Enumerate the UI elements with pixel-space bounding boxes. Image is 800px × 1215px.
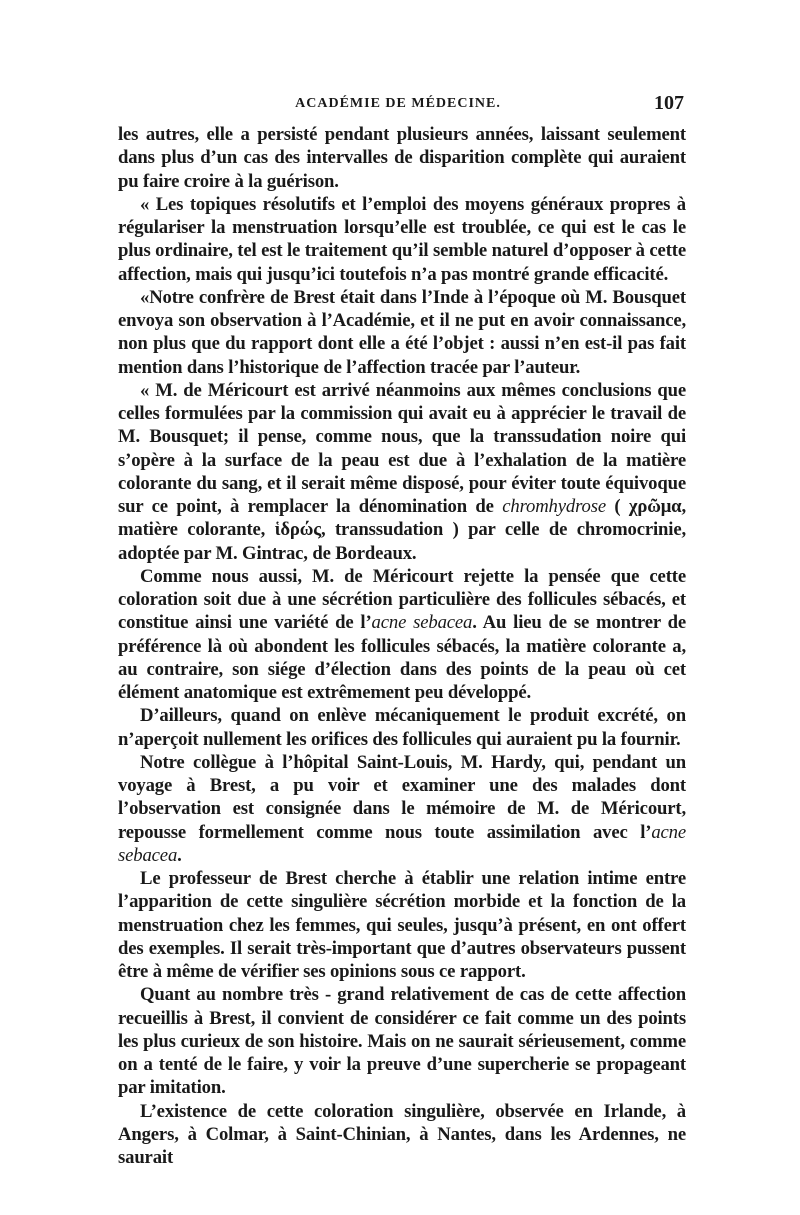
paragraph [118,193,686,286]
text-run: Notre collègue à l’hôpital Saint-Louis, M. Hardy, qui, pendant un voyage à Brest, a pu voir et examiner une des malades dont l’observation est consignée dans le mémoire de M. de Méricourt, repousse formellement comme nous toute assimilation avec l’ [118,751,686,843]
paragraph [118,379,686,565]
text-run: Le professeur de Brest cherche à établir une relation intime entre l’apparition de cette singulière sécrétion morbide et la fonction de la menstruation chez les femmes, qui seules, jusqu’à présent, en ont offert des exemples. Il serait très-important que d’autres observateurs pussent être à même de vérifier ses opinions sous ce rapport. [118,868,686,982]
paragraph [118,983,686,1099]
text-run: . Au lieu de se montrer de préférence là où abondent les follicules sébacés, la matière colorante a, au contraire, son siége d’élection dans des points de la peau où cet élément anatomique est extrêmement peu développé. [118,612,686,703]
text-run: « Les topiques résolutifs et l’emploi des moyens généraux propres à régulariser la menstruation lorsqu’elle est troublée, ce qui est le cas le plus ordinaire, tel est le traitement qu’il semble naturel d’opposer à cette affection, mais qui jusqu’ici toutefois n’a pas montré grande efficacité. [118,193,686,285]
paragraph [118,867,686,983]
running-head [112,88,684,118]
body-text [118,123,686,1169]
text-run: «Notre confrère de Brest était dans l’Inde à l’époque où M. Bousquet envoya son observation à l’Académie, et il ne put en avoir connaissance, non plus que du rapport dont elle a été l’objet : aussi n’en est-il pas fait mention dans l’historique de l’affection tracée par l’auteur. [118,286,686,378]
italic-term: chromhydrose [502,496,606,517]
text-run: . [177,844,182,866]
text-run: ( χρῶμα, matière colorante, ἱδρώς, transsudation ) par celle de chromocrinie, adoptée par M. Gintrac, de Bordeaux. [118,496,686,564]
paragraph [118,704,686,751]
paragraph [118,286,686,379]
italic-term: acne sebacea [371,612,473,634]
text-run: D’ailleurs, quand on enlève mécaniquement le produit excrété, on n’aperçoit nullement les orifices des follicules qui auraient pu la fournir. [118,705,686,750]
text-run: les autres, elle a persisté pendant plusieurs années, laissant seulement dans plus d’un cas des intervalles de disparition complète qui auraient pu faire croire à la guérison. [118,124,686,192]
paragraph [118,565,686,705]
paragraph [118,123,686,193]
text-run: Comme nous aussi, M. de Méricourt rejette la pensée que cette coloration soit due à une sécrétion particulière des follicules sébacés, et constitue ainsi une variété de l’ [118,565,686,634]
running-title: ACADÉMIE DE MÉDECINE. [295,96,501,111]
paragraph [118,751,686,867]
paragraph [118,1100,686,1170]
page-number: 107 [654,92,684,114]
text-run: Quant au nombre très - grand relativement de cas de cette affection recueillis à Brest, il convient de considérer ce fait comme un des points les plus curieux de son histoire. Mais on ne saurait sérieusement, comme on a tenté de le faire, y voir la preuve d’une supercherie se propageant par imitation. [118,984,686,1099]
text-run: « M. de Méricourt est arrivé néanmoins aux mêmes conclusions que celles formulées par la commission qui avait eu à apprécier le travail de M. Bousquet; il pense, comme nous, que la transsudation noire qui s’opère à la surface de la peau est due à l’exhalation de la matière colorante du sang, et il serait même disposé, pour éviter toute équivoque sur ce point, à remplacer la dénomination de [118,379,686,517]
text-run: L’existence de cette coloration singulière, observée en Irlande, à Angers, à Colmar, à Saint-Chinian, à Nantes, dans les Ardennes, ne saurait [118,1100,686,1168]
italic-term: acne sebacea [118,821,686,866]
